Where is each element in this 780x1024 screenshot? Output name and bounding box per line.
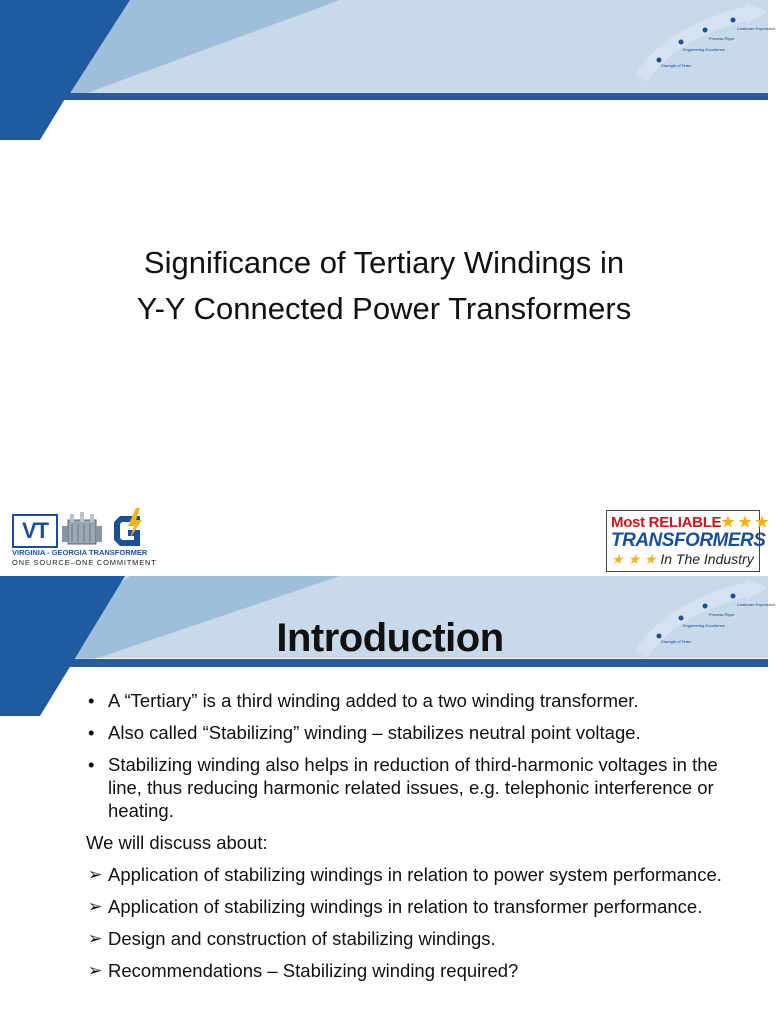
stage-label: Engineering Excellence (683, 47, 725, 52)
badge-line-3: ★ ★ ★ In The Industry (611, 551, 754, 567)
star-icon: ★ ★ ★ (611, 551, 657, 567)
bullet-marker: • (88, 754, 95, 775)
stage-label: Strength of Team (661, 63, 692, 68)
discuss-item: ➢ Application of stabilizing windings in relation to transformer performance. (88, 896, 703, 917)
bullet-item: • Also called “Stabilizing” winding – stabilizes neutral point voltage. (88, 722, 641, 743)
discuss-item: ➢ Design and construction of stabilizing windings. (88, 928, 496, 949)
vt-monogram: VT (12, 514, 58, 548)
title-line-1: Significance of Tertiary Windings in (143, 245, 625, 280)
stage-label: Customer Experience (737, 602, 776, 607)
arrow-bullet-icon: ➢ (88, 929, 103, 948)
badge-line-1: Most RELIABLE★ ★ ★ (611, 514, 769, 531)
bullet-item: • Stabilizing winding also helps in reduction of third-harmonic voltages in the line, thus reducing harmonic related issues, e.g. telephonic interference or heating. (88, 754, 718, 821)
stage-label: Strength of Team (661, 639, 692, 644)
bullet-marker: • (88, 690, 95, 711)
star-icon: ★ ★ ★ (721, 514, 769, 531)
bullet-marker: • (88, 722, 95, 743)
title-line-2: Y-Y Connected Power Transformers (136, 291, 632, 326)
presentation-title (0, 240, 768, 332)
discuss-item: ➢ Recommendations – Stabilizing winding required? (88, 960, 519, 981)
arrow-bullet-icon: ➢ (88, 961, 103, 980)
g-lightning-icon (110, 508, 146, 548)
company-name: VIRGINIA - GEORGIA TRANSFORMER (12, 548, 148, 557)
stage-label: Customer Experience (737, 26, 776, 31)
stage-label: Process Rigor (709, 36, 735, 41)
curved-arrow-icon (633, 0, 768, 82)
virginia-georgia-transformer-logo (10, 506, 157, 570)
introduction-slide (0, 576, 776, 1024)
company-tagline: ONE SOURCE–ONE COMMITMENT (12, 558, 157, 567)
most-reliable-transformers-badge (606, 510, 769, 572)
growth-arrow-graphic (633, 0, 776, 82)
discuss-item: ➢ Application of stabilizing windings in relation to power system performance. (88, 864, 722, 885)
discuss-intro: We will discuss about: (86, 832, 268, 853)
badge-line-2: TRANSFORMERS (611, 530, 766, 551)
arrow-bullet-icon: ➢ (88, 897, 103, 916)
slide-body (88, 689, 748, 991)
stage-label: Engineering Excellence (683, 623, 725, 628)
stage-label: Process Rigor (709, 612, 735, 617)
slide-title: Introduction (276, 616, 504, 660)
bullet-item: • A “Tertiary” is a third winding added to a two winding transformer. (88, 690, 639, 711)
transformer-icon (60, 510, 104, 548)
arrow-bullet-icon: ➢ (88, 865, 103, 884)
